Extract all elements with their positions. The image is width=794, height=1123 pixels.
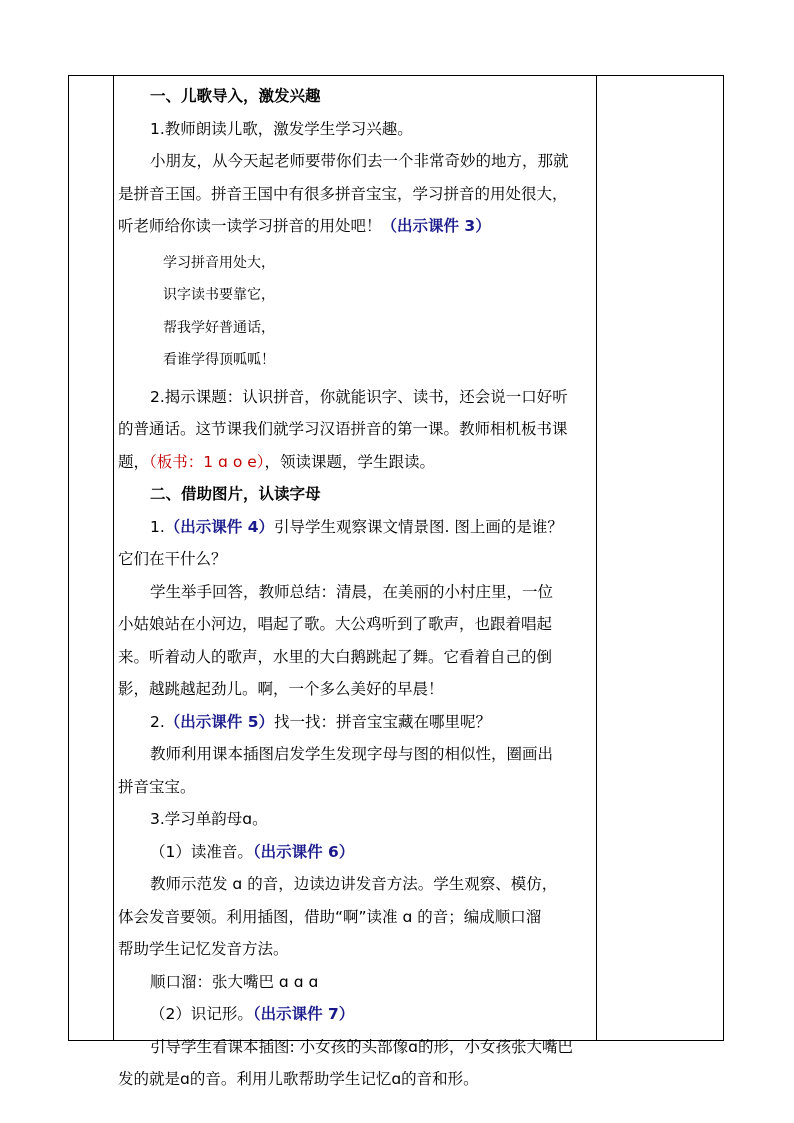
poem-line: 看谁学得顶呱呱！ [163,352,275,368]
paragraph: 3.学习单韵母ɑ。 [150,810,268,828]
courseware-note: （出示课件 4） [164,517,274,536]
section-heading-1: 一、儿歌导入，激发兴趣 [150,87,321,105]
paragraph: 引导学生看课本插图: 小女孩的头部像ɑ的形，小女孩张大嘴巴 [150,1037,573,1056]
column-divider-left [113,75,114,1041]
paragraph: 1.（出示课件 4）引导学生观察课文情景图. 图上画的是谁？ [150,517,563,536]
paragraph: （2）识记形。（出示课件 7） [150,1005,355,1023]
paragraph: 是拼音王国。拼音王国中有很多拼音宝宝，学习拼音的用处很大， [118,184,568,203]
paragraph: 顺口溜：张大嘴巴 ɑ ɑ ɑ [150,972,319,991]
paragraph: 听老师给你读一读学习拼音的用处吧！（出示课件 3） [118,217,491,235]
poem-line: 帮我学好普通话， [163,319,275,336]
paragraph: 学生举手回答，教师总结：清晨，在美丽的小村庄里，一位 [150,582,554,601]
paragraph: 小姑娘站在小河边，唱起了歌。大公鸡听到了歌声，也跟着唱起 [118,615,553,633]
paragraph: 影，越跳越起劲儿。啊，一个多么美好的早晨！ [118,680,444,698]
paragraph: 帮助学生记忆发音方法。 [118,940,289,958]
paragraph: 1.教师朗读儿歌，激发学生学习兴趣。 [150,119,413,138]
paragraph: （1）读准音。（出示课件 6） [150,842,355,861]
paragraph: 2.（出示课件 5）找一找：拼音宝宝藏在哪里呢？ [150,712,491,731]
paragraph: 的普通话。这节课我们就学习汉语拼音的第一课。教师相机板书课 [118,420,568,438]
paragraph: 题，（板书：1 ɑ o e），领读课题，学生跟读。 [118,452,436,471]
poem-line: 识字读书要靠它， [163,287,275,303]
lesson-content [118,80,594,1096]
paragraph: 它们在干什么？ [118,550,227,568]
paragraph: 来。听着动人的歌声，水里的大白鹅跳起了舞。它看着自己的倒 [118,647,553,666]
paragraph: 教师示范发 ɑ 的音，边读边讲发音方法。学生观察、模仿， [150,875,558,893]
paragraph: 体会发音要领。利用插图，借助“啊”读准 ɑ 的音；编成顺口溜 [118,907,542,926]
section-heading-2: 二、借助图片，认读字母 [150,485,321,503]
paragraph: 2.揭示课题：认识拼音，你就能识字、读书，还会说一口好听 [150,387,568,406]
courseware-note: （出示课件 6） [252,842,355,861]
paragraph: 发的就是ɑ的音。利用儿歌帮助学生记忆ɑ的音和形。 [118,1070,479,1088]
blackboard-note: （板书：1 ɑ o e） [149,452,265,471]
poem-line: 学习拼音用处大， [163,254,275,271]
paragraph: 拼音宝宝。 [118,777,196,796]
courseware-note: （出示课件 7） [252,1005,355,1023]
courseware-note: （出示课件 3） [381,217,491,235]
paragraph: 教师利用课本插图启发学生发现字母与图的相似性，圈画出 [150,745,554,763]
column-divider-right [596,75,597,1041]
paragraph: 小朋友，从今天起老师要带你们去一个非常奇妙的地方，那就 [150,152,569,170]
courseware-note: （出示课件 5） [164,712,274,731]
